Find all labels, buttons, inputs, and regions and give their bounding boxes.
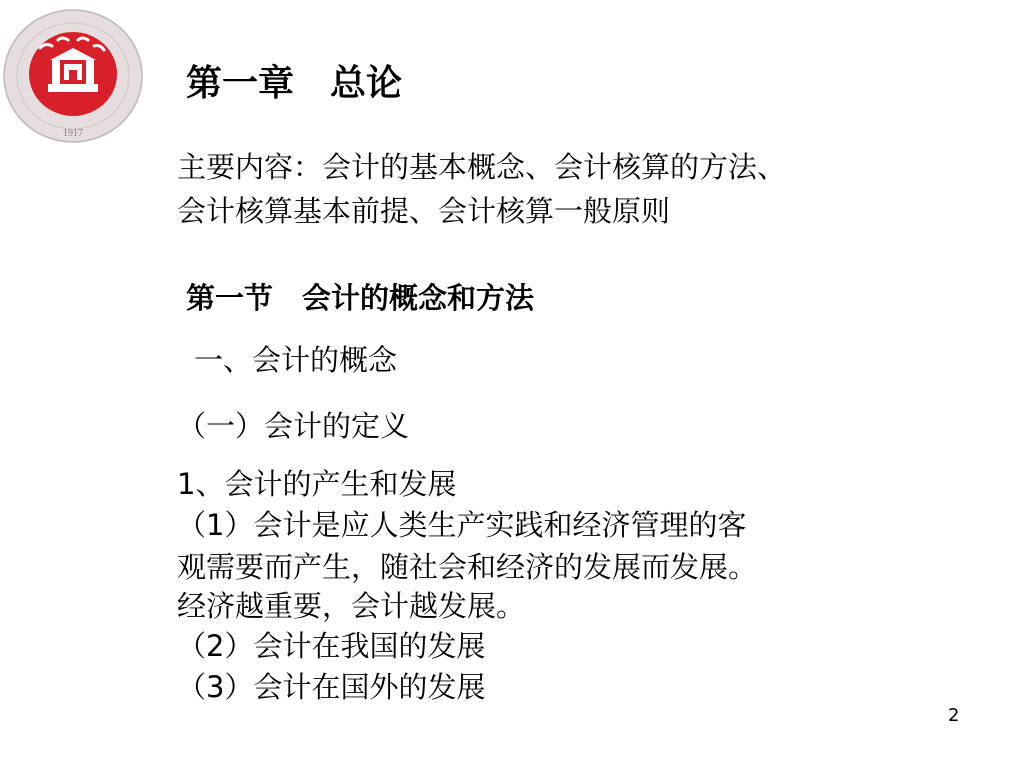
body-line-3: 观需要而产生，随社会和经济的发展而发展。 [177, 550, 758, 584]
subheading-concept: 一、会计的概念 [194, 343, 398, 377]
section-heading: 第一节 会计的概念和方法 [186, 281, 535, 315]
body-line-1: 1、会计的产生和发展 [177, 467, 457, 501]
body-line-4: 经济越重要，会计越发展。 [177, 589, 526, 623]
seal-year: 1917 [63, 128, 83, 139]
chapter-title: 第一章 总论 [186, 63, 403, 104]
subheading-definition: （一）会计的定义 [177, 409, 410, 443]
body-line-5: （2）会计在我国的发展 [177, 629, 486, 663]
page-number: 2 [948, 705, 960, 726]
seal-emblem-left-pillar [52, 60, 60, 86]
summary-line-1: 主要内容：会计的基本概念、会计核算的方法、 [177, 150, 787, 184]
seal-emblem-center-door [69, 70, 77, 80]
body-line-6: （3）会计在国外的发展 [177, 670, 486, 704]
seal-emblem-right-pillar [86, 60, 94, 86]
body-line-2: （1）会计是应人类生产实践和经济管理的客 [177, 508, 747, 542]
university-seal-icon [2, 8, 144, 144]
summary-line-2: 会计核算基本前提、会计核算一般原则 [177, 194, 671, 228]
